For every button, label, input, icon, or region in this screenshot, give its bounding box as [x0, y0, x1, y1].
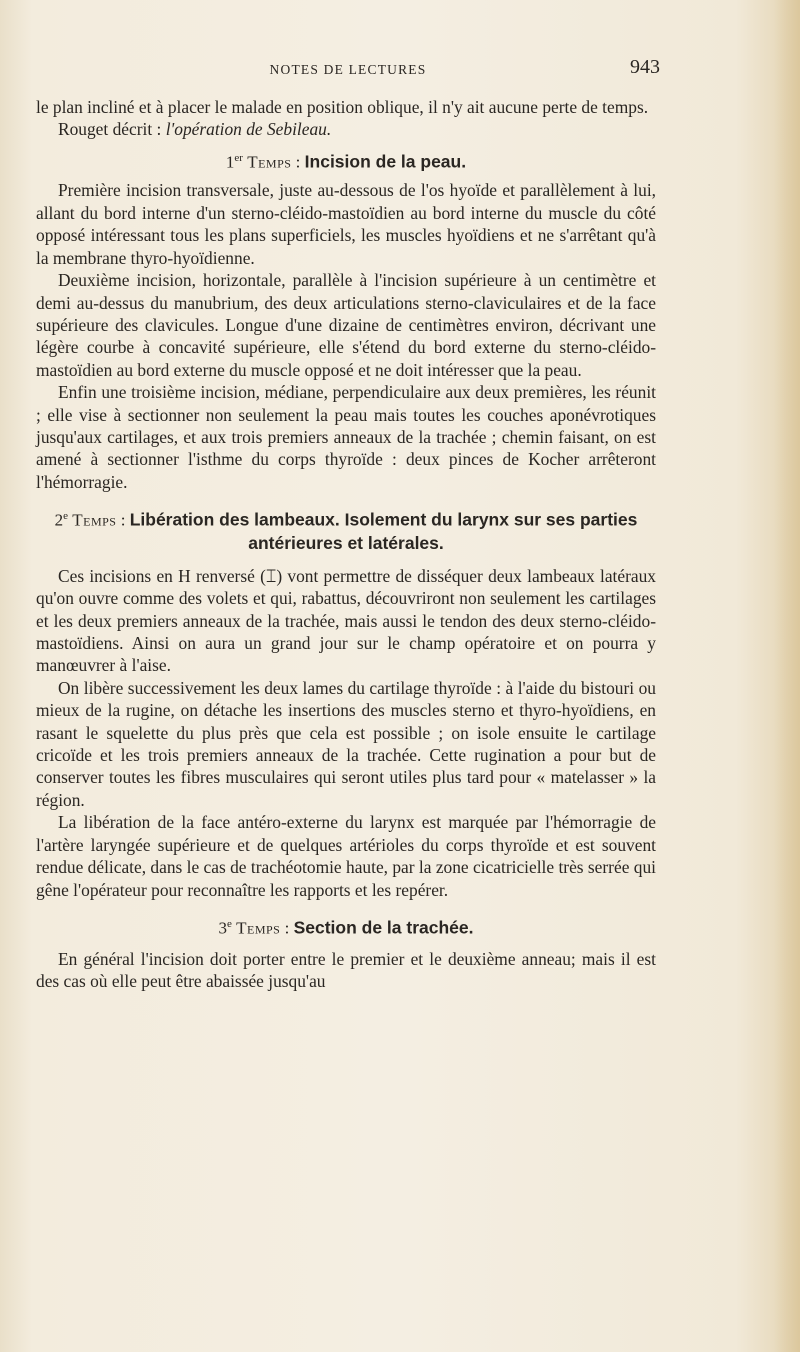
paragraph: le plan incliné et à placer le malade en position oblique, il n'y ait aucune perte de temps.	[36, 97, 649, 117]
step-word: Temps	[72, 510, 117, 530]
step-superscript: e	[226, 917, 232, 930]
section-heading	[36, 913, 656, 940]
paragraph: En général l'incision doit porter entre le premier et le deuxième anneau; mais il est des cas où elle peut être abaissée jusqu'au	[36, 948, 656, 991]
section-heading	[36, 147, 656, 174]
paragraph: Ces incisions en H renversé (⌶) vont permettre de disséquer deux lambeaux latéraux qu'on ouvre comme des volets et qui, rabattus, découvriront non seulement les cartilages et les deux premiers anneaux de la trachée, mais aussi le tendon des deux sterno-cléido-mastoïdiens. Ainsi on aura un grand jour sur le champ opératoire et on pourra y manœuvrer à l'aise.	[36, 565, 656, 676]
paragraph-text: Rouget décrit :	[58, 119, 166, 140]
step-number: 1	[225, 152, 235, 172]
page-number: 943	[630, 56, 660, 78]
paragraph: Deuxième incision, horizontale, parallèle à l'incision supérieure à un centimètre et demi au-dessus du manubrium, des deux articulations sterno-claviculaires et de la face supérieure des clavicules. Longue d'une dizaine de centimètres environ, décrivant une légère courbe à concavité supérieure, elle s'étend du bord externe du sterno-cléido-mastoïdien au bord externe du muscle opposé et ne doit intéresser que la peau.	[36, 270, 656, 380]
section-heading	[36, 505, 656, 555]
step-word: Temps	[247, 152, 292, 172]
page-edge-shading	[774, 0, 800, 1352]
italic-reference: l'opération de Sebileau.	[165, 119, 332, 140]
heading-title: Section de la trachée.	[293, 917, 474, 938]
paragraph: On libère successivement les deux lames du cartilage thyroïde : à l'aide du bistouri ou mieux de la rugine, on détache les insertions des muscles sterno et thyro-hyoïdiens, en rasant le squelette du plus près que cela est possible ; on isole ensuite le cartilage cricoïde et les trois premiers anneaux de la trachée. Cette rugination a pour but de conserver toutes les fibres musculaires qui seront utiles plus tard pour « matelasser » la région.	[36, 677, 656, 810]
step-superscript: e	[63, 510, 68, 523]
heading-title: Libération des lambeaux. Isolement du larynx sur ses parties antérieures et latérales.	[129, 509, 638, 553]
running-head: NOTES DE LECTURES	[269, 62, 427, 77]
paragraph: La libération de la face antéro-externe du larynx est marquée par l'hémorragie de l'artère laryngée supérieure et de quelques artérioles du corps thyroïde et est souvent rendue délicate, dans le cas de trachéotomie haute, par la zone cicatricielle très serrée qui gêne l'opérateur pour reconnaître les rapports et les repérer.	[36, 812, 656, 900]
paragraph	[36, 118, 656, 140]
heading-separator: :	[280, 918, 294, 938]
body-text	[36, 96, 656, 992]
page-header	[36, 56, 660, 86]
paragraph: Première incision transversale, juste au-dessous de l'os hyoïde et parallèlement à lui, allant du bord interne d'un sterno-cléido-mastoïdien au bord interne du muscle du côté opposé intéressant tous les plans superficiels, les muscles hyoïdiens et ne s'arrêtant qu'à la membrane thyro-hyoïdienne.	[36, 180, 656, 268]
heading-separator: :	[291, 152, 305, 172]
step-word: Temps	[236, 918, 281, 938]
step-number: 2	[54, 510, 64, 530]
step-superscript: er	[234, 151, 243, 164]
step-number: 3	[218, 918, 227, 938]
heading-separator: :	[116, 510, 130, 530]
heading-title: Incision de la peau.	[304, 151, 467, 172]
paragraph: Enfin une troisième incision, médiane, perpendiculaire aux deux premières, les réunit ; elle vise à sectionner non seulement la peau mais toutes les couches aponévrotiques jusqu'aux cartilages, et aux trois premiers anneaux de la trachée ; chemin faisant, on est amené à sectionner l'isthme du corps thyroïde : deux pinces de Kocher arrêteront l'hémorragie.	[36, 382, 656, 492]
